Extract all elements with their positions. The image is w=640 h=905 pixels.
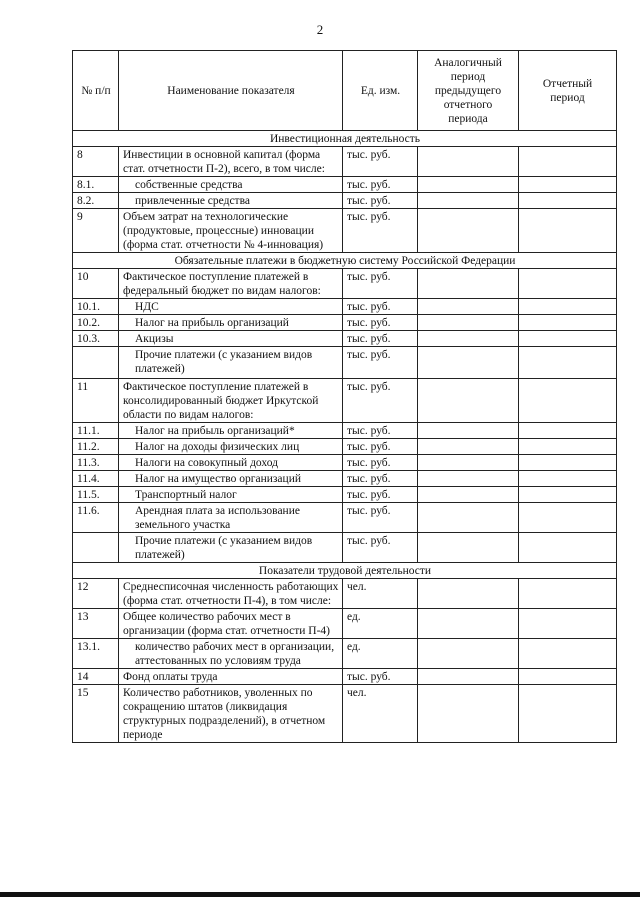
table-row [73, 669, 617, 685]
table-row [73, 503, 617, 533]
header-current-period: Отчетный период [519, 51, 617, 131]
table-row [73, 315, 617, 331]
row-number-cell: 11 [73, 379, 119, 423]
row-prev-period-cell[interactable] [418, 147, 519, 177]
indicators-table [72, 50, 617, 743]
row-unit-cell: тыс. руб. [343, 423, 418, 439]
row-number-cell: 13.1. [73, 639, 119, 669]
table-row [73, 487, 617, 503]
table-row [73, 639, 617, 669]
row-prev-period-cell[interactable] [418, 503, 519, 533]
row-name-cell: Количество работников, уволенных по сокращению штатов (ликвидация структурных подразделений), в отчетном периоде [119, 685, 343, 743]
row-current-period-cell[interactable] [519, 423, 617, 439]
row-number-cell: 8.1. [73, 177, 119, 193]
row-current-period-cell[interactable] [519, 609, 617, 639]
row-name-cell: Прочие платежи (с указанием видов платежей) [119, 347, 343, 379]
row-unit-cell: тыс. руб. [343, 177, 418, 193]
row-name-cell: Общее количество рабочих мест в организации (форма стат. отчетности П-4) [119, 609, 343, 639]
row-unit-cell: тыс. руб. [343, 269, 418, 299]
table-row [73, 331, 617, 347]
row-prev-period-cell[interactable] [418, 455, 519, 471]
table-row [73, 177, 617, 193]
row-number-cell [73, 347, 119, 379]
table-row [73, 269, 617, 299]
row-unit-cell: тыс. руб. [343, 503, 418, 533]
row-unit-cell: тыс. руб. [343, 439, 418, 455]
row-unit-cell: тыс. руб. [343, 669, 418, 685]
row-number-cell: 11.3. [73, 455, 119, 471]
row-prev-period-cell[interactable] [418, 579, 519, 609]
row-current-period-cell[interactable] [519, 193, 617, 209]
row-current-period-cell[interactable] [519, 347, 617, 379]
row-prev-period-cell[interactable] [418, 269, 519, 299]
row-name-cell: количество рабочих мест в организации, аттестованных по условиям труда [119, 639, 343, 669]
row-unit-cell: ед. [343, 639, 418, 669]
row-unit-cell: тыс. руб. [343, 487, 418, 503]
table-row [73, 193, 617, 209]
row-unit-cell: тыс. руб. [343, 315, 418, 331]
row-current-period-cell[interactable] [519, 455, 617, 471]
section-header-row [73, 253, 617, 269]
row-current-period-cell[interactable] [519, 299, 617, 315]
row-number-cell [73, 533, 119, 563]
table-row [73, 685, 617, 743]
row-unit-cell: ед. [343, 609, 418, 639]
row-unit-cell: тыс. руб. [343, 533, 418, 563]
row-name-cell: собственные средства [119, 177, 343, 193]
row-unit-cell: тыс. руб. [343, 331, 418, 347]
row-unit-cell: тыс. руб. [343, 455, 418, 471]
row-name-cell: привлеченные средства [119, 193, 343, 209]
row-current-period-cell[interactable] [519, 685, 617, 743]
row-number-cell: 10.1. [73, 299, 119, 315]
header-unit: Ед. изм. [343, 51, 418, 131]
row-name-cell: Фактическое поступление платежей в консолидированный бюджет Иркутской области по видам налогов: [119, 379, 343, 423]
row-number-cell: 12 [73, 579, 119, 609]
row-prev-period-cell[interactable] [418, 347, 519, 379]
row-number-cell: 9 [73, 209, 119, 253]
row-number-cell: 13 [73, 609, 119, 639]
table-body [73, 131, 617, 743]
row-unit-cell: чел. [343, 579, 418, 609]
row-name-cell: Фонд оплаты труда [119, 669, 343, 685]
row-current-period-cell[interactable] [519, 331, 617, 347]
table-row [73, 423, 617, 439]
row-number-cell: 11.1. [73, 423, 119, 439]
row-prev-period-cell[interactable] [418, 177, 519, 193]
row-unit-cell: тыс. руб. [343, 299, 418, 315]
table-row [73, 455, 617, 471]
row-unit-cell: тыс. руб. [343, 379, 418, 423]
row-prev-period-cell[interactable] [418, 193, 519, 209]
section-title: Обязательные платежи в бюджетную систему Российской Федерации [73, 253, 617, 269]
row-name-cell: НДС [119, 299, 343, 315]
table-row [73, 439, 617, 455]
row-name-cell: Налог на доходы физических лиц [119, 439, 343, 455]
row-prev-period-cell[interactable] [418, 379, 519, 423]
row-current-period-cell[interactable] [519, 269, 617, 299]
row-name-cell: Среднесписочная численность работающих (форма стат. отчетности П-4), в том числе: [119, 579, 343, 609]
row-name-cell: Объем затрат на технологические (продуктовые, процессные) инновации (форма стат. отчетности № 4-инновация) [119, 209, 343, 253]
row-prev-period-cell[interactable] [418, 315, 519, 331]
row-prev-period-cell[interactable] [418, 609, 519, 639]
row-number-cell: 8 [73, 147, 119, 177]
row-prev-period-cell[interactable] [418, 439, 519, 455]
table-row [73, 579, 617, 609]
row-current-period-cell[interactable] [519, 177, 617, 193]
row-prev-period-cell[interactable] [418, 533, 519, 563]
table-row [73, 471, 617, 487]
row-current-period-cell[interactable] [519, 487, 617, 503]
table-row [73, 609, 617, 639]
row-current-period-cell[interactable] [519, 669, 617, 685]
row-unit-cell: тыс. руб. [343, 471, 418, 487]
table-row [73, 209, 617, 253]
row-name-cell: Прочие платежи (с указанием видов платежей) [119, 533, 343, 563]
table-row [73, 147, 617, 177]
header-num: № п/п [73, 51, 119, 131]
row-unit-cell: тыс. руб. [343, 209, 418, 253]
row-current-period-cell[interactable] [519, 379, 617, 423]
row-number-cell: 10.2. [73, 315, 119, 331]
row-unit-cell: тыс. руб. [343, 193, 418, 209]
row-current-period-cell[interactable] [519, 315, 617, 331]
section-header-row [73, 563, 617, 579]
header-prev-period: Аналогичный период предыдущего отчетного периода [418, 51, 519, 131]
table-row [73, 379, 617, 423]
row-name-cell: Налог на имущество организаций [119, 471, 343, 487]
bottom-border [0, 892, 640, 897]
table-header [73, 51, 617, 131]
row-name-cell: Фактическое поступление платежей в федеральный бюджет по видам налогов: [119, 269, 343, 299]
row-unit-cell: тыс. руб. [343, 347, 418, 379]
row-number-cell: 11.5. [73, 487, 119, 503]
row-prev-period-cell[interactable] [418, 299, 519, 315]
row-number-cell: 10 [73, 269, 119, 299]
table-row [73, 533, 617, 563]
row-prev-period-cell[interactable] [418, 423, 519, 439]
row-name-cell: Акцизы [119, 331, 343, 347]
row-current-period-cell[interactable] [519, 503, 617, 533]
row-name-cell: Транспортный налог [119, 487, 343, 503]
row-number-cell: 11.4. [73, 471, 119, 487]
table-row [73, 347, 617, 379]
row-number-cell: 11.6. [73, 503, 119, 533]
row-unit-cell: чел. [343, 685, 418, 743]
row-prev-period-cell[interactable] [418, 639, 519, 669]
row-prev-period-cell[interactable] [418, 669, 519, 685]
row-current-period-cell[interactable] [519, 471, 617, 487]
row-name-cell: Налог на прибыль организаций* [119, 423, 343, 439]
row-prev-period-cell[interactable] [418, 685, 519, 743]
row-unit-cell: тыс. руб. [343, 147, 418, 177]
row-prev-period-cell[interactable] [418, 471, 519, 487]
header-name: Наименование показателя [119, 51, 343, 131]
row-current-period-cell[interactable] [519, 533, 617, 563]
section-title: Инвестиционная деятельность [73, 131, 617, 147]
row-number-cell: 10.3. [73, 331, 119, 347]
row-prev-period-cell[interactable] [418, 209, 519, 253]
table-row [73, 299, 617, 315]
row-current-period-cell[interactable] [519, 439, 617, 455]
row-number-cell: 11.2. [73, 439, 119, 455]
row-current-period-cell[interactable] [519, 209, 617, 253]
row-name-cell: Налоги на совокупный доход [119, 455, 343, 471]
row-name-cell: Налог на прибыль организаций [119, 315, 343, 331]
row-number-cell: 15 [73, 685, 119, 743]
row-number-cell: 14 [73, 669, 119, 685]
row-name-cell: Арендная плата за использование земельного участка [119, 503, 343, 533]
row-current-period-cell[interactable] [519, 579, 617, 609]
row-prev-period-cell[interactable] [418, 331, 519, 347]
row-prev-period-cell[interactable] [418, 487, 519, 503]
page-number: 2 [316, 22, 324, 37]
row-current-period-cell[interactable] [519, 147, 617, 177]
section-header-row [73, 131, 617, 147]
section-title: Показатели трудовой деятельности [73, 563, 617, 579]
row-current-period-cell[interactable] [519, 639, 617, 669]
row-number-cell: 8.2. [73, 193, 119, 209]
row-name-cell: Инвестиции в основной капитал (форма стат. отчетности П-2), всего, в том числе: [119, 147, 343, 177]
